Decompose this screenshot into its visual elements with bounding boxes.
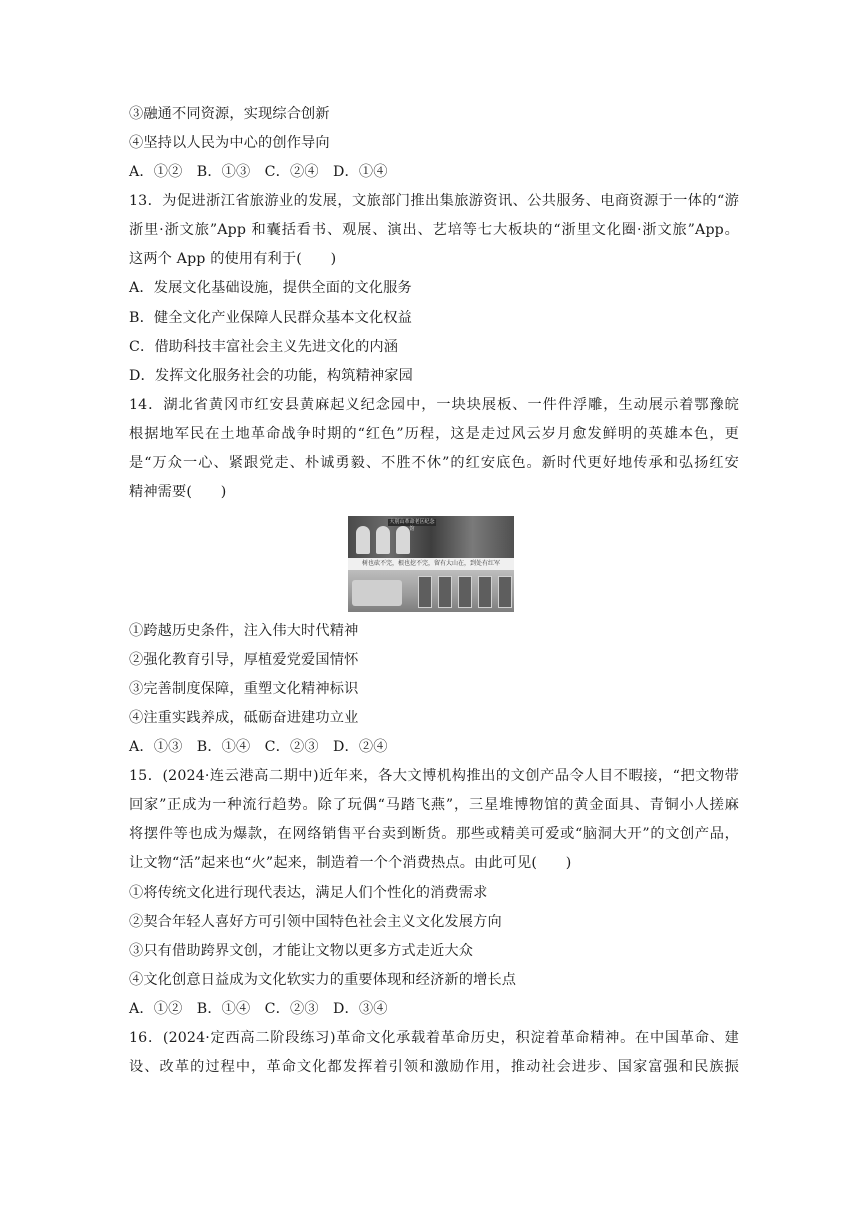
question-16-text: 设、改革的过程中，革命文化都发挥着引领和激励作用，推动社会进步、国家富强和民族振	[129, 1059, 739, 1075]
option-line: ③融通不同资源，实现综合创新	[129, 106, 330, 122]
option-line: ①将传统文化进行现代表达，满足人们个性化的消费需求	[129, 885, 488, 901]
question-15-text: 回家”正成为一种流行趋势。除了玩偶“马踏飞燕”，三星堆博物馆的黄金面具、青铜小人搓麻	[129, 797, 739, 813]
photo-figure	[356, 526, 370, 554]
option-line: ②强化教育引导，厚植爱党爱国情怀	[129, 652, 359, 668]
photo-panel	[418, 576, 432, 608]
photo-caption: 树也砍不完，根也挖不完，留有大山在，到处有红军	[348, 558, 514, 570]
question-13-text: 这两个 App 的使用有利于( )	[129, 251, 337, 267]
option-line: C．借助科技丰富社会主义先进文化的内涵	[129, 339, 399, 355]
option-line: ②契合年轻人喜好方可引领中国特色社会主义文化发展方向	[129, 914, 502, 930]
photo-panel	[438, 576, 452, 608]
option-line: ①跨越历史条件，注入伟大时代精神	[129, 623, 359, 639]
option-line: D．发挥文化服务社会的功能，构筑精神家园	[129, 368, 413, 384]
option-line: ④文化创意日益成为文化软实力的重要体现和经济新的增长点	[129, 972, 517, 988]
question-14-text: 14．湖北省黄冈市红安县黄麻起义纪念园中，一块块展板、一件件浮雕，生动展示着鄂豫皖	[129, 397, 739, 413]
option-line: A．发展文化基础设施，提供全面的文化服务	[129, 280, 412, 296]
answer-choices: A．①② B．①③ C．②④ D．①④	[129, 164, 388, 180]
question-13-text: 13．为促进浙江省旅游业的发展，文旅部门推出集旅游资讯、公共服务、电商资源于一体的“游	[129, 193, 739, 209]
question-14-text: 是“万众一心、紧跟党走、朴诚勇毅、不胜不休”的红安底色。新时代更好地传承和弘扬红安	[129, 455, 739, 471]
option-line: ③只有借助跨界文创，才能让文物以更多方式走近大众	[129, 943, 474, 959]
photo-figure	[376, 526, 390, 554]
answer-choices: A．①③ B．①④ C．②③ D．②④	[129, 739, 388, 755]
option-line: B．健全文化产业保障人民群众基本文化权益	[129, 310, 412, 326]
photo-panel	[458, 576, 472, 608]
photo-figure	[396, 526, 410, 554]
question-15-text: 让文物“活”起来也“火”起来，制造着一个个消费热点。由此可见( )	[129, 855, 572, 871]
question-14-text: 根据地军民在土地革命战争时期的“红色”历程，这是走过风云岁月愈发鲜明的英雄本色，更	[129, 426, 739, 442]
memorial-photo	[348, 516, 514, 612]
photo-relief	[352, 580, 402, 606]
question-15-text: 将摆件等也成为爆款，在网络销售平台卖到断货。那些或精美可爱或“脑洞大开”的文创产品，	[129, 826, 739, 842]
photo-panel	[478, 576, 492, 608]
answer-choices: A．①② B．①④ C．②③ D．③④	[129, 1001, 388, 1017]
question-16-text: 16．(2024·定西高二阶段练习)革命文化承载着革命历史，积淀着革命精神。在中国革命、建	[129, 1030, 739, 1046]
question-13-text: 浙里·浙文旅”App 和囊括看书、观展、演出、艺培等七大板块的“浙里文化圈·浙文旅”App。	[129, 222, 739, 238]
photo-panel	[498, 576, 512, 608]
option-line: ③完善制度保障，重塑文化精神标识	[129, 681, 359, 697]
question-14-text: 精神需要( )	[129, 484, 227, 500]
question-15-text: 15．(2024·连云港高二期中)近年来，各大文博机构推出的文创产品令人目不暇接，“把文物带	[129, 768, 739, 784]
option-line: ④注重实践养成，砥砺奋进建功立业	[129, 710, 359, 726]
photo-banner: 大别山革命老区纪念馆	[389, 519, 435, 532]
option-line: ④坚持以人民为中心的创作导向	[129, 135, 330, 151]
